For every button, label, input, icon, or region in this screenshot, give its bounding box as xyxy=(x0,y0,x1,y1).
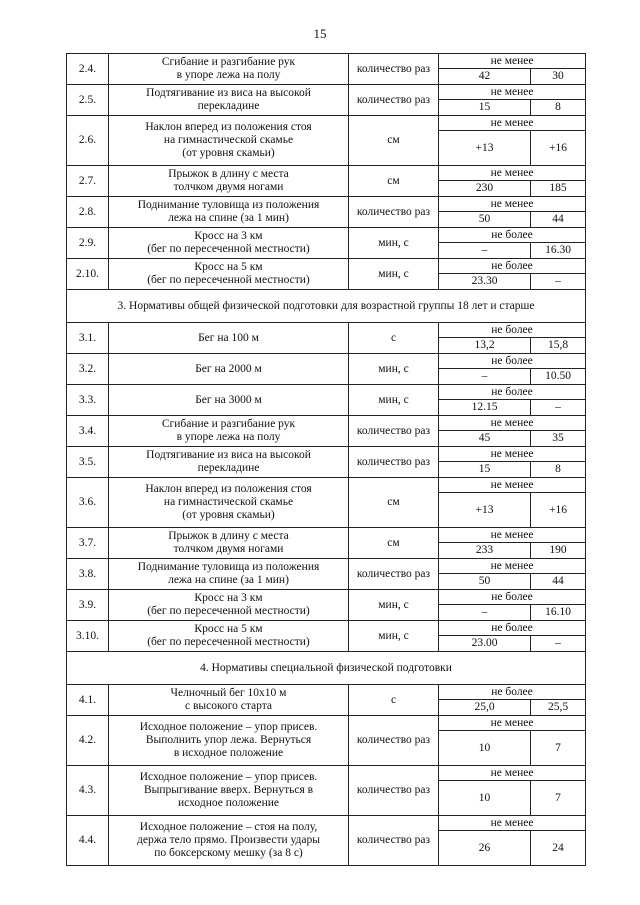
row-number: 3.4. xyxy=(67,416,109,447)
unit: количество раз xyxy=(349,197,439,228)
exercise-name xyxy=(109,116,349,166)
exercise-name-line: Бег на 3000 м xyxy=(195,393,262,406)
value-men: 15 xyxy=(439,100,531,116)
value-men: – xyxy=(439,369,531,385)
condition: не менее xyxy=(439,447,586,462)
unit: мин, с xyxy=(349,259,439,290)
value-women: – xyxy=(531,400,586,416)
table-row xyxy=(67,416,586,431)
value-women: 7 xyxy=(531,781,586,816)
unit: количество раз xyxy=(349,54,439,85)
condition: не более xyxy=(439,621,586,636)
value-men: 230 xyxy=(439,181,531,197)
section-title: 3. Нормативы общей физической подготовки для возрастной группы 18 лет и старше xyxy=(67,290,586,323)
exercise-name-line: (бег по пересеченной местности) xyxy=(147,636,310,648)
exercise-name xyxy=(109,354,349,385)
table-row xyxy=(67,528,586,543)
condition: не более xyxy=(439,259,586,274)
exercise-name-line: Поднимание туловища из положения xyxy=(137,199,320,211)
table-row xyxy=(67,478,586,493)
table-row xyxy=(67,228,586,243)
value-women: 24 xyxy=(531,831,586,866)
norms-table xyxy=(66,53,586,866)
value-women: 16.30 xyxy=(531,243,586,259)
exercise-name xyxy=(109,621,349,652)
value-men: 42 xyxy=(439,69,531,85)
condition: не менее xyxy=(439,416,586,431)
exercise-name-line: Поднимание туловища из положения xyxy=(137,561,320,573)
row-number: 2.7. xyxy=(67,166,109,197)
exercise-name-line: Кросс на 5 км xyxy=(194,261,263,273)
value-women: 190 xyxy=(531,543,586,559)
exercise-name-line: Исходное положение – упор присев. xyxy=(139,771,318,783)
exercise-name-line: Прыжок в длину с места xyxy=(168,168,289,180)
exercise-name xyxy=(109,478,349,528)
exercise-name-line: лежа на спине (за 1 мин) xyxy=(168,212,289,224)
exercise-name-line: Наклон вперед из положения стоя xyxy=(145,121,312,133)
row-number: 3.9. xyxy=(67,590,109,621)
table-row xyxy=(67,447,586,462)
value-men: – xyxy=(439,243,531,259)
value-women: 44 xyxy=(531,574,586,590)
row-number: 3.10. xyxy=(67,621,109,652)
exercise-name-line: Исходное положение – стоя на полу, xyxy=(139,821,318,833)
condition: не менее xyxy=(439,816,586,831)
unit: количество раз xyxy=(349,416,439,447)
table-row xyxy=(67,559,586,574)
value-women: +16 xyxy=(531,131,586,166)
unit: количество раз xyxy=(349,85,439,116)
exercise-name-line: толчком двумя ногами xyxy=(173,543,284,555)
section-header-row xyxy=(67,652,586,685)
exercise-name xyxy=(109,447,349,478)
exercise-name-line: лежа на спине (за 1 мин) xyxy=(168,574,289,586)
unit: мин, с xyxy=(349,621,439,652)
value-women: 35 xyxy=(531,431,586,447)
unit: количество раз xyxy=(349,766,439,816)
condition: не более xyxy=(439,385,586,400)
exercise-name xyxy=(109,385,349,416)
value-men: 23.30 xyxy=(439,274,531,290)
value-men: 23.00 xyxy=(439,636,531,652)
unit: с xyxy=(349,323,439,354)
exercise-name-line: на гимнастической скамье xyxy=(163,496,294,508)
exercise-name-line: (от уровня скамьи) xyxy=(182,147,275,159)
unit: мин, с xyxy=(349,590,439,621)
table-row xyxy=(67,816,586,831)
exercise-name-line: толчком двумя ногами xyxy=(173,181,284,193)
exercise-name xyxy=(109,685,349,716)
value-men: +13 xyxy=(439,131,531,166)
exercise-name xyxy=(109,228,349,259)
row-number: 3.2. xyxy=(67,354,109,385)
section-title: 4. Нормативы специальной физической подготовки xyxy=(67,652,586,685)
condition: не более xyxy=(439,590,586,605)
condition: не более xyxy=(439,354,586,369)
exercise-name xyxy=(109,716,349,766)
value-women: 15,8 xyxy=(531,338,586,354)
row-number: 3.6. xyxy=(67,478,109,528)
exercise-name-line: Бег на 2000 м xyxy=(195,362,262,375)
exercise-name-line: исходное положение xyxy=(178,797,279,809)
condition: не менее xyxy=(439,528,586,543)
exercise-name xyxy=(109,416,349,447)
row-number: 2.10. xyxy=(67,259,109,290)
page-number: 15 xyxy=(313,26,327,41)
exercise-name-line: перекладине xyxy=(197,100,260,112)
condition: не менее xyxy=(439,716,586,731)
value-men: 13,2 xyxy=(439,338,531,354)
row-number: 3.1. xyxy=(67,323,109,354)
exercise-name-line: Кросс на 3 км xyxy=(194,230,263,242)
value-men: – xyxy=(439,605,531,621)
row-number: 3.3. xyxy=(67,385,109,416)
value-men: 26 xyxy=(439,831,531,866)
exercise-name xyxy=(109,816,349,866)
exercise-name-line: Наклон вперед из положения стоя xyxy=(145,483,312,495)
value-men: +13 xyxy=(439,493,531,528)
exercise-name-line: в упоре лежа на полу xyxy=(176,69,281,81)
unit: количество раз xyxy=(349,559,439,590)
condition: не более xyxy=(439,228,586,243)
exercise-name xyxy=(109,766,349,816)
value-men: 15 xyxy=(439,462,531,478)
exercise-name-line: (от уровня скамьи) xyxy=(182,509,275,521)
table-row xyxy=(67,54,586,69)
unit: мин, с xyxy=(349,385,439,416)
exercise-name-line: Исходное положение – упор присев. xyxy=(139,721,318,733)
unit: количество раз xyxy=(349,716,439,766)
unit: мин, с xyxy=(349,228,439,259)
table-row xyxy=(67,354,586,369)
exercise-name xyxy=(109,85,349,116)
value-men: 50 xyxy=(439,212,531,228)
row-number: 3.7. xyxy=(67,528,109,559)
unit: см xyxy=(349,166,439,197)
table-row xyxy=(67,323,586,338)
value-women: 44 xyxy=(531,212,586,228)
value-men: 50 xyxy=(439,574,531,590)
condition: не более xyxy=(439,323,586,338)
value-women: 8 xyxy=(531,462,586,478)
condition: не менее xyxy=(439,478,586,493)
unit: см xyxy=(349,528,439,559)
exercise-name-line: на гимнастической скамье xyxy=(163,134,294,146)
table-row xyxy=(67,716,586,731)
unit: см xyxy=(349,116,439,166)
exercise-name xyxy=(109,323,349,354)
unit: с xyxy=(349,685,439,716)
value-women: – xyxy=(531,274,586,290)
table-row xyxy=(67,166,586,181)
condition: не менее xyxy=(439,85,586,100)
exercise-name-line: Выполнить упор лежа. Вернуться xyxy=(145,734,312,746)
row-number: 3.8. xyxy=(67,559,109,590)
condition: не менее xyxy=(439,116,586,131)
exercise-name-line: держа тело прямо. Произвести удары xyxy=(137,834,320,846)
exercise-name-line: (бег по пересеченной местности) xyxy=(147,605,310,617)
value-women: 7 xyxy=(531,731,586,766)
table-row xyxy=(67,85,586,100)
table-row xyxy=(67,590,586,605)
exercise-name-line: Подтягивание из виса на высокой xyxy=(146,87,311,99)
exercise-name xyxy=(109,528,349,559)
unit: количество раз xyxy=(349,447,439,478)
section-header-row xyxy=(67,290,586,323)
row-number: 4.3. xyxy=(67,766,109,816)
condition: не более xyxy=(439,685,586,700)
table-row xyxy=(67,766,586,781)
exercise-name-line: по боксерскому мешку (за 8 с) xyxy=(154,847,303,859)
row-number: 2.9. xyxy=(67,228,109,259)
row-number: 2.4. xyxy=(67,54,109,85)
condition: не менее xyxy=(439,166,586,181)
exercise-name-line: Сгибание и разгибание рук xyxy=(161,418,296,430)
exercise-name xyxy=(109,590,349,621)
value-women: 16.10 xyxy=(531,605,586,621)
value-men: 10 xyxy=(439,781,531,816)
exercise-name-line: Сгибание и разгибание рук xyxy=(161,56,296,68)
value-women: – xyxy=(531,636,586,652)
value-women: +16 xyxy=(531,493,586,528)
exercise-name-line: Прыжок в длину с места xyxy=(168,530,289,542)
value-women: 10.50 xyxy=(531,369,586,385)
exercise-name-line: в исходное положение xyxy=(173,747,284,759)
exercise-name-line: Кросс на 5 км xyxy=(194,623,263,635)
condition: не менее xyxy=(439,559,586,574)
exercise-name-line: Выпрыгивание вверх. Вернуться в xyxy=(143,784,314,796)
table-row xyxy=(67,259,586,274)
exercise-name-line: Челночный бег 10х10 м xyxy=(170,687,287,699)
exercise-name xyxy=(109,166,349,197)
unit: см xyxy=(349,478,439,528)
exercise-name xyxy=(109,259,349,290)
condition: не менее xyxy=(439,54,586,69)
condition: не менее xyxy=(439,197,586,212)
value-women: 8 xyxy=(531,100,586,116)
value-men: 45 xyxy=(439,431,531,447)
unit: мин, с xyxy=(349,354,439,385)
value-women: 185 xyxy=(531,181,586,197)
exercise-name-line: перекладине xyxy=(197,462,260,474)
value-men: 233 xyxy=(439,543,531,559)
exercise-name-line: Кросс на 3 км xyxy=(194,592,263,604)
value-women: 30 xyxy=(531,69,586,85)
exercise-name xyxy=(109,54,349,85)
row-number: 4.1. xyxy=(67,685,109,716)
exercise-name-line: Бег на 100 м xyxy=(198,331,259,344)
table-row xyxy=(67,621,586,636)
exercise-name-line: в упоре лежа на полу xyxy=(176,431,281,443)
row-number: 2.6. xyxy=(67,116,109,166)
row-number: 4.2. xyxy=(67,716,109,766)
exercise-name xyxy=(109,197,349,228)
norms-table-body xyxy=(67,54,586,866)
row-number: 2.5. xyxy=(67,85,109,116)
table-row xyxy=(67,385,586,400)
value-men: 25,0 xyxy=(439,700,531,716)
value-men: 12.15 xyxy=(439,400,531,416)
row-number: 2.8. xyxy=(67,197,109,228)
exercise-name-line: (бег по пересеченной местности) xyxy=(147,274,310,286)
exercise-name xyxy=(109,559,349,590)
table-row xyxy=(67,197,586,212)
row-number: 4.4. xyxy=(67,816,109,866)
condition: не менее xyxy=(439,766,586,781)
unit: количество раз xyxy=(349,816,439,866)
table-row xyxy=(67,685,586,700)
value-men: 10 xyxy=(439,731,531,766)
table-row xyxy=(67,116,586,131)
exercise-name-line: (бег по пересеченной местности) xyxy=(147,243,310,255)
value-women: 25,5 xyxy=(531,700,586,716)
row-number: 3.5. xyxy=(67,447,109,478)
exercise-name-line: Подтягивание из виса на высокой xyxy=(146,449,311,461)
exercise-name-line: с высокого старта xyxy=(184,700,273,712)
